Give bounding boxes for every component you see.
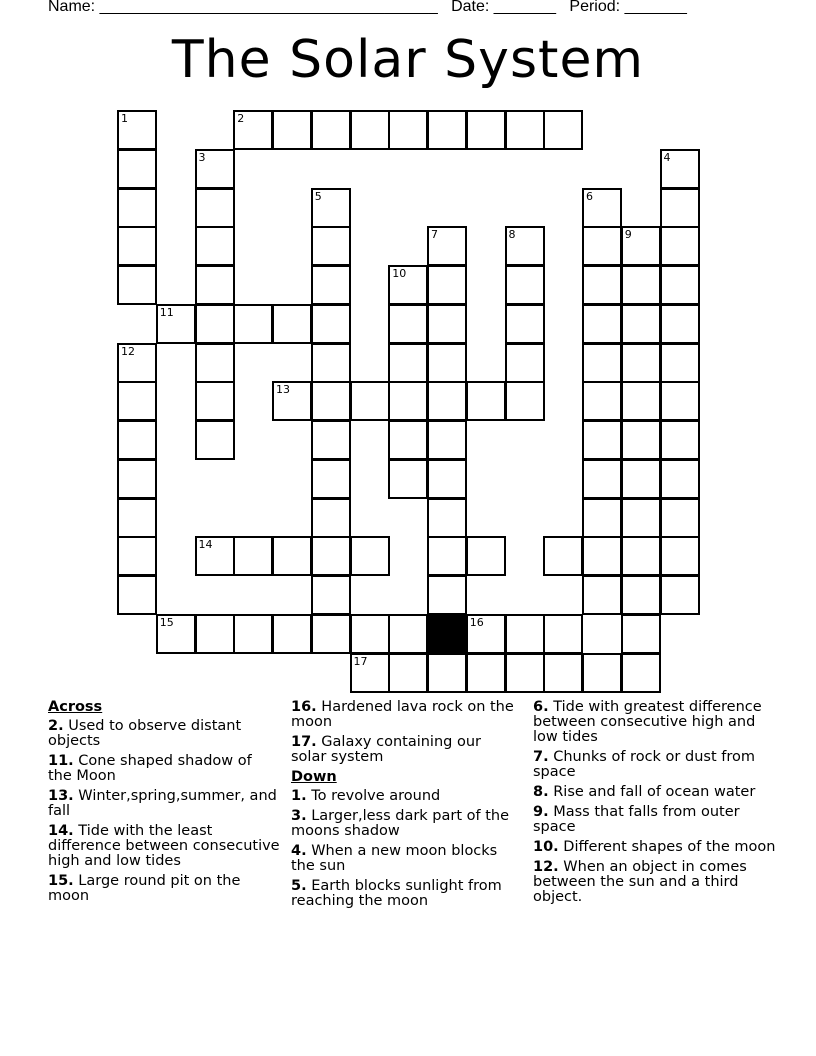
black-square <box>427 614 467 654</box>
grid-cell[interactable] <box>505 614 545 654</box>
grid-cell[interactable] <box>621 653 661 693</box>
grid-cell[interactable] <box>621 614 661 654</box>
grid-cell[interactable] <box>195 149 235 189</box>
grid-cell[interactable] <box>195 188 235 228</box>
grid-cell[interactable] <box>543 614 583 654</box>
grid-cell[interactable] <box>660 575 700 615</box>
clue-number: 8 <box>508 228 516 242</box>
grid-cell[interactable] <box>427 381 467 421</box>
clue-number: 13 <box>276 383 290 397</box>
grid-cell[interactable] <box>660 265 700 305</box>
clue-across-17: 17. Galaxy containing our solar system <box>291 734 481 765</box>
grid-cell[interactable] <box>621 420 661 460</box>
grid-cell[interactable] <box>621 226 661 266</box>
grid-cell[interactable] <box>195 304 235 344</box>
clue-down-1: 1. To revolve around <box>291 788 441 804</box>
period-blank[interactable]: _______ <box>624 0 687 15</box>
grid-cell[interactable] <box>311 226 351 266</box>
grid-cell[interactable] <box>621 459 661 499</box>
clue-down-6: 6. Tide with greatest difference between consecutive high and low tides <box>533 699 762 745</box>
grid-cell[interactable] <box>117 536 157 576</box>
grid-cell[interactable] <box>427 498 467 538</box>
grid-cell[interactable] <box>388 420 428 460</box>
grid-cell[interactable] <box>388 110 428 150</box>
clue-down-9: 9. Mass that falls from outer space <box>533 804 740 835</box>
grid-cell[interactable] <box>117 575 157 615</box>
clues-column-2 <box>291 700 516 914</box>
grid-cell[interactable] <box>660 226 700 266</box>
grid-cell[interactable] <box>621 304 661 344</box>
clue-number: 9 <box>624 228 632 242</box>
grid-cell[interactable] <box>505 304 545 344</box>
grid-cell[interactable] <box>233 110 273 150</box>
clue-number: 10 <box>392 267 407 280</box>
grid-cell[interactable] <box>543 653 583 693</box>
grid-cell[interactable] <box>427 110 467 150</box>
grid-cell[interactable] <box>388 614 428 654</box>
grid-cell[interactable] <box>427 420 467 460</box>
grid-cell[interactable] <box>388 343 428 383</box>
grid-cell[interactable] <box>350 653 390 693</box>
clue-across-14: 14. Tide with the least difference between consecutive high and low tides <box>48 823 280 869</box>
grid-cell[interactable] <box>195 614 235 654</box>
grid-cell[interactable] <box>311 304 351 344</box>
grid-cell[interactable] <box>621 381 661 421</box>
grid-cell[interactable] <box>621 343 661 383</box>
grid-cell[interactable] <box>582 498 622 538</box>
grid-cell[interactable] <box>311 265 351 305</box>
grid-cell[interactable] <box>466 381 506 421</box>
grid-cell[interactable] <box>311 536 351 576</box>
name-blank[interactable]: ______________________________________ <box>99 0 438 15</box>
grid-cell[interactable] <box>582 265 622 305</box>
grid-cell[interactable] <box>272 614 312 654</box>
grid-cell[interactable] <box>388 304 428 344</box>
grid-cell[interactable] <box>117 188 157 228</box>
grid-cell[interactable] <box>427 304 467 344</box>
grid-cell[interactable] <box>660 381 700 421</box>
clue-across-16: 16. Hardened lava rock on the moon <box>291 699 514 730</box>
grid-cell[interactable] <box>117 381 157 421</box>
clue-number: 2 <box>237 112 245 125</box>
grid-cell[interactable] <box>505 653 545 693</box>
grid-cell[interactable] <box>350 110 390 150</box>
grid-cell[interactable] <box>388 459 428 499</box>
grid-cell[interactable] <box>233 536 273 576</box>
grid-cell[interactable] <box>272 304 312 344</box>
grid-cell[interactable] <box>388 653 428 693</box>
grid-cell[interactable] <box>543 110 583 150</box>
grid-cell[interactable] <box>466 653 506 693</box>
grid-cell[interactable] <box>660 536 700 576</box>
grid-cell[interactable] <box>621 265 661 305</box>
clue-across-11: 11. Cone shaped shadow of the Moon <box>48 753 252 784</box>
grid-cell[interactable] <box>621 536 661 576</box>
grid-cell[interactable] <box>582 536 622 576</box>
grid-cell[interactable] <box>117 498 157 538</box>
grid-cell[interactable] <box>427 653 467 693</box>
grid-cell[interactable] <box>117 226 157 266</box>
grid-cell[interactable] <box>388 265 428 305</box>
grid-cell[interactable] <box>117 420 157 460</box>
grid-cell[interactable] <box>195 536 235 576</box>
grid-cell[interactable] <box>466 110 506 150</box>
grid-cell[interactable] <box>427 226 467 266</box>
grid-cell[interactable] <box>505 110 545 150</box>
clue-number: 11 <box>159 305 174 319</box>
across-heading: Across <box>48 699 103 715</box>
page-title: The Solar System <box>171 30 645 90</box>
grid-cell[interactable] <box>427 265 467 305</box>
clue-number: 6 <box>586 189 593 203</box>
grid-cell[interactable] <box>195 265 235 305</box>
grid-cell[interactable] <box>582 575 622 615</box>
clue-number: 12 <box>121 344 135 358</box>
grid-cell[interactable] <box>660 459 700 499</box>
grid-cell[interactable] <box>117 110 157 150</box>
grid-cell[interactable] <box>311 575 351 615</box>
grid-cell[interactable] <box>388 381 428 421</box>
grid-cell[interactable] <box>350 381 390 421</box>
grid-cell[interactable] <box>311 459 351 499</box>
clue-number: 17 <box>353 654 368 668</box>
grid-cell[interactable] <box>660 420 700 460</box>
grid-cell[interactable] <box>311 381 351 421</box>
clue-across-13: 13. Winter,spring,summer, and fall <box>48 788 277 819</box>
grid-cell[interactable] <box>582 381 622 421</box>
grid-cell[interactable] <box>582 420 622 460</box>
grid-cell[interactable] <box>621 575 661 615</box>
clue-down-10: 10. Different shapes of the moon <box>533 839 776 855</box>
clue-down-3: 3. Larger,less dark part of the moons shadow <box>291 808 510 839</box>
grid-cell[interactable] <box>543 536 583 576</box>
name-label: Name: <box>48 0 96 15</box>
grid-cell[interactable] <box>505 226 545 266</box>
grid-cell[interactable] <box>195 381 235 421</box>
grid-cell[interactable] <box>233 304 273 344</box>
grid-cell[interactable] <box>272 536 312 576</box>
grid-cell[interactable] <box>427 459 467 499</box>
grid-cell[interactable] <box>311 343 351 383</box>
clue-down-8: 8. Rise and fall of ocean water <box>533 784 756 800</box>
date-blank[interactable]: _______ <box>493 0 557 15</box>
grid-cell[interactable] <box>427 343 467 383</box>
grid-cell[interactable] <box>195 343 235 383</box>
clue-number: 1 <box>121 112 128 125</box>
grid-cell[interactable] <box>466 536 506 576</box>
date-label: Date: <box>451 0 490 15</box>
grid-cell[interactable] <box>311 614 351 654</box>
grid-cell[interactable] <box>195 226 235 266</box>
grid-cell[interactable] <box>582 343 622 383</box>
clue-number: 16 <box>469 615 484 629</box>
grid-cell[interactable] <box>660 343 700 383</box>
grid-cell[interactable] <box>311 188 351 228</box>
down-heading: Down <box>291 769 337 785</box>
grid-cell[interactable] <box>117 265 157 305</box>
grid-cell[interactable] <box>311 110 351 150</box>
grid-cell[interactable] <box>117 343 157 383</box>
clue-down-5: 5. Earth blocks sunlight from reaching the moon <box>291 878 502 909</box>
grid-cell[interactable] <box>272 110 312 150</box>
grid-cell[interactable] <box>117 149 157 189</box>
grid-cell[interactable] <box>117 459 157 499</box>
grid-cell[interactable] <box>427 575 467 615</box>
grid-cell[interactable] <box>311 420 351 460</box>
clue-number: 5 <box>314 189 322 203</box>
clue-down-4: 4. When a new moon blocks the sun <box>291 843 498 874</box>
grid-cell[interactable] <box>582 653 622 693</box>
grid-cell[interactable] <box>660 188 700 228</box>
grid-cell[interactable] <box>582 226 622 266</box>
grid-cell[interactable] <box>660 304 700 344</box>
clue-down-7: 7. Chunks of rock or dust from space <box>533 749 755 780</box>
grid-cell[interactable] <box>582 304 622 344</box>
grid-cell[interactable] <box>466 614 506 654</box>
grid-cell[interactable] <box>505 343 545 383</box>
period-label: Period: <box>569 0 621 15</box>
clue-across-2: 2. Used to observe distant objects <box>48 718 242 749</box>
grid-cell[interactable] <box>582 188 622 228</box>
grid-cell[interactable] <box>233 614 273 654</box>
clues-column-1 <box>48 700 280 909</box>
grid-cell[interactable] <box>505 381 545 421</box>
grid-cell[interactable] <box>311 498 351 538</box>
clue-across-15: 15. Large round pit on the moon <box>48 873 241 904</box>
clue-number: 4 <box>663 150 671 164</box>
clues-column-3 <box>533 700 778 910</box>
clue-number: 15 <box>159 615 174 629</box>
grid-cell[interactable] <box>156 304 196 344</box>
grid-cell[interactable] <box>272 381 312 421</box>
grid-cell[interactable] <box>427 536 467 576</box>
grid-cell[interactable] <box>195 420 235 460</box>
clue-down-12: 12. When an object in comes between the sun and a third object. <box>533 859 747 905</box>
grid-cell[interactable] <box>660 149 700 189</box>
grid-cell[interactable] <box>350 614 390 654</box>
clue-number: 14 <box>198 538 213 552</box>
grid-cell[interactable] <box>621 498 661 538</box>
grid-cell[interactable] <box>156 614 196 654</box>
grid-cell[interactable] <box>660 498 700 538</box>
grid-cell[interactable] <box>582 459 622 499</box>
grid-cell[interactable] <box>350 536 390 576</box>
clue-number: 3 <box>198 150 206 164</box>
grid-cell[interactable] <box>505 265 545 305</box>
clue-number: 7 <box>431 228 438 242</box>
